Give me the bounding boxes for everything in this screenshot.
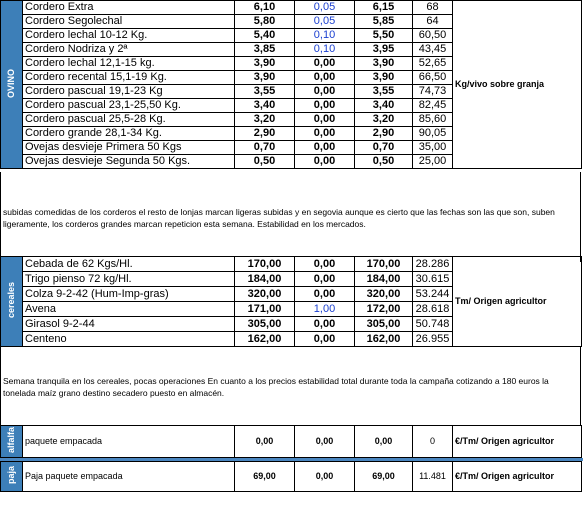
ovino-item-name: Ovejas desvieje Segunda 50 Kgs. (23, 155, 235, 169)
ovino-note (0, 172, 581, 262)
paja-table (0, 461, 582, 492)
cereales-note (0, 347, 581, 425)
ovino-price-diff: 0,00 (295, 113, 355, 127)
ovino-price-diff: 0,00 (295, 57, 355, 71)
alfalfa-side-label: alfalfa (1, 426, 23, 458)
cereales-price-diff: 0,00 (295, 287, 355, 302)
ovino-price-current: 3,55 (355, 85, 413, 99)
ovino-price-prev: 3,90 (235, 57, 295, 71)
ovino-side-label: OVINO (1, 1, 23, 169)
ovino-price-prev: 0,50 (235, 155, 295, 169)
paja-diff: 0,00 (295, 462, 355, 492)
ovino-price-current: 3,20 (355, 113, 413, 127)
alfalfa-row (1, 426, 582, 458)
ovino-item-name: Cordero grande 28,1-34 Kg. (23, 127, 235, 141)
cereales-price-prev: 162,00 (235, 332, 295, 347)
ovino-price-current: 5,85 (355, 15, 413, 29)
cereales-item-name: Trigo pienso 72 kg/Hl. (23, 272, 235, 287)
ovino-row (1, 1, 582, 15)
ovino-price-prev: 5,80 (235, 15, 295, 29)
paja-v3: 11.481 (413, 462, 453, 492)
ovino-item-name: Cordero Nodriza y 2ª (23, 43, 235, 57)
ovino-price-prev: 3,55 (235, 85, 295, 99)
ovino-price-unit-value: 35,00 (413, 141, 453, 155)
ovino-price-prev: 6,10 (235, 1, 295, 15)
ovino-price-prev: 3,40 (235, 99, 295, 113)
alfalfa-name: paquete empacada (23, 426, 235, 458)
ovino-price-unit-value: 66,50 (413, 71, 453, 85)
ovino-item-name: Cordero pascual 25,5-28 Kg. (23, 113, 235, 127)
cereales-item-name: Girasol 9-2-44 (23, 317, 235, 332)
cereales-price-diff: 0,00 (295, 332, 355, 347)
cereales-note-text: Semana tranquila en los cereales, pocas operaciones En cuanto a los precios estabilidad total durante toda la campaña cotizando a 180 euros la tonelada maíz grano destino secadero puesto en almacén. (3, 376, 549, 398)
ovino-price-prev: 3,20 (235, 113, 295, 127)
ovino-price-prev: 3,85 (235, 43, 295, 57)
paja-side-label: paja (1, 462, 23, 492)
ovino-price-current: 0,50 (355, 155, 413, 169)
cereales-side-label: cereales (1, 257, 23, 347)
ovino-item-name: Ovejas desvieje Primera 50 Kgs (23, 141, 235, 155)
ovino-price-diff: 0,00 (295, 141, 355, 155)
ovino-price-unit-value: 82,45 (413, 99, 453, 113)
cereales-price-unit-value: 30.615 (413, 272, 453, 287)
ovino-price-diff: 0,00 (295, 99, 355, 113)
cereales-price-prev: 184,00 (235, 272, 295, 287)
ovino-price-current: 3,90 (355, 71, 413, 85)
ovino-price-unit-value: 43,45 (413, 43, 453, 57)
cereales-price-current: 170,00 (355, 257, 413, 272)
cereales-price-current: 184,00 (355, 272, 413, 287)
ovino-price-unit-value: 90,05 (413, 127, 453, 141)
ovino-item-name: Cordero recental 15,1-19 Kg. (23, 71, 235, 85)
ovino-price-diff: 0,05 (295, 15, 355, 29)
ovino-price-unit-value: 68 (413, 1, 453, 15)
ovino-price-prev: 2,90 (235, 127, 295, 141)
cereales-price-unit-value: 28.286 (413, 257, 453, 272)
cereales-price-current: 320,00 (355, 287, 413, 302)
ovino-price-current: 5,50 (355, 29, 413, 43)
ovino-price-diff: 0,10 (295, 43, 355, 57)
cereales-price-prev: 171,00 (235, 302, 295, 317)
alfalfa-v2: 0,00 (355, 426, 413, 458)
cereales-unit: Tm/ Origen agricultor (453, 257, 582, 347)
ovino-price-unit-value: 60,50 (413, 29, 453, 43)
ovino-item-name: Cordero pascual 19,1-23 Kg (23, 85, 235, 99)
ovino-item-name: Cordero lechal 10-12 Kg. (23, 29, 235, 43)
ovino-price-current: 3,40 (355, 99, 413, 113)
ovino-item-name: Cordero Extra (23, 1, 235, 15)
cereales-price-prev: 320,00 (235, 287, 295, 302)
cereales-price-current: 172,00 (355, 302, 413, 317)
ovino-price-unit-value: 25,00 (413, 155, 453, 169)
cereales-item-name: Centeno (23, 332, 235, 347)
cereales-price-current: 305,00 (355, 317, 413, 332)
ovino-price-diff: 0,10 (295, 29, 355, 43)
ovino-price-unit-value: 85,60 (413, 113, 453, 127)
ovino-price-diff: 0,05 (295, 1, 355, 15)
ovino-item-name: Cordero lechal 12,1-15 kg. (23, 57, 235, 71)
ovino-price-diff: 0,00 (295, 127, 355, 141)
cereales-price-unit-value: 53.244 (413, 287, 453, 302)
ovino-price-prev: 5,40 (235, 29, 295, 43)
alfalfa-unit: €/Tm/ Origen agricultor (453, 426, 582, 458)
cereales-price-unit-value: 26.955 (413, 332, 453, 347)
paja-v2: 69,00 (355, 462, 413, 492)
paja-v1: 69,00 (235, 462, 295, 492)
cereales-price-prev: 305,00 (235, 317, 295, 332)
ovino-price-unit-value: 52,65 (413, 57, 453, 71)
cereales-price-diff: 0,00 (295, 257, 355, 272)
ovino-price-unit-value: 74,73 (413, 85, 453, 99)
ovino-price-current: 3,90 (355, 57, 413, 71)
cereales-item-name: Colza 9-2-42 (Hum-Imp-gras) (23, 287, 235, 302)
cereales-price-prev: 170,00 (235, 257, 295, 272)
cereales-price-diff: 0,00 (295, 317, 355, 332)
cereales-price-current: 162,00 (355, 332, 413, 347)
paja-row (1, 462, 582, 492)
alfalfa-table (0, 425, 582, 458)
cereales-row (1, 257, 582, 272)
cereales-table (0, 256, 582, 347)
ovino-item-name: Cordero Segolechal (23, 15, 235, 29)
paja-unit: €/Tm/ Origen agricultor (453, 462, 582, 492)
ovino-price-current: 3,95 (355, 43, 413, 57)
cereales-price-unit-value: 50.748 (413, 317, 453, 332)
ovino-price-diff: 0,00 (295, 155, 355, 169)
ovino-price-diff: 0,00 (295, 85, 355, 99)
ovino-note-text: subidas comedidas de los corderos el resto de lonjas marcan ligeras subidas y en segovia aunque es cierto que las fechas son las que son, suben ligeramente, los corderos grandes marcan repeticion esta semana. Estabilidad en los mercados. (3, 207, 555, 229)
ovino-price-current: 2,90 (355, 127, 413, 141)
alfalfa-diff: 0,00 (295, 426, 355, 458)
ovino-price-current: 0,70 (355, 141, 413, 155)
cereales-price-diff: 1,00 (295, 302, 355, 317)
ovino-price-current: 6,15 (355, 1, 413, 15)
ovino-price-unit-value: 64 (413, 15, 453, 29)
alfalfa-v3: 0 (413, 426, 453, 458)
paja-name: Paja paquete empacada (23, 462, 235, 492)
ovino-table (0, 0, 582, 169)
cereales-item-name: Cebada de 62 Kgs/Hl. (23, 257, 235, 272)
ovino-price-prev: 3,90 (235, 71, 295, 85)
alfalfa-v1: 0,00 (235, 426, 295, 458)
ovino-price-diff: 0,00 (295, 71, 355, 85)
ovino-unit: Kg/vivo sobre granja (453, 1, 582, 169)
cereales-price-unit-value: 28.618 (413, 302, 453, 317)
ovino-item-name: Cordero pascual 23,1-25,50 Kg. (23, 99, 235, 113)
cereales-price-diff: 0,00 (295, 272, 355, 287)
ovino-price-prev: 0,70 (235, 141, 295, 155)
cereales-item-name: Avena (23, 302, 235, 317)
